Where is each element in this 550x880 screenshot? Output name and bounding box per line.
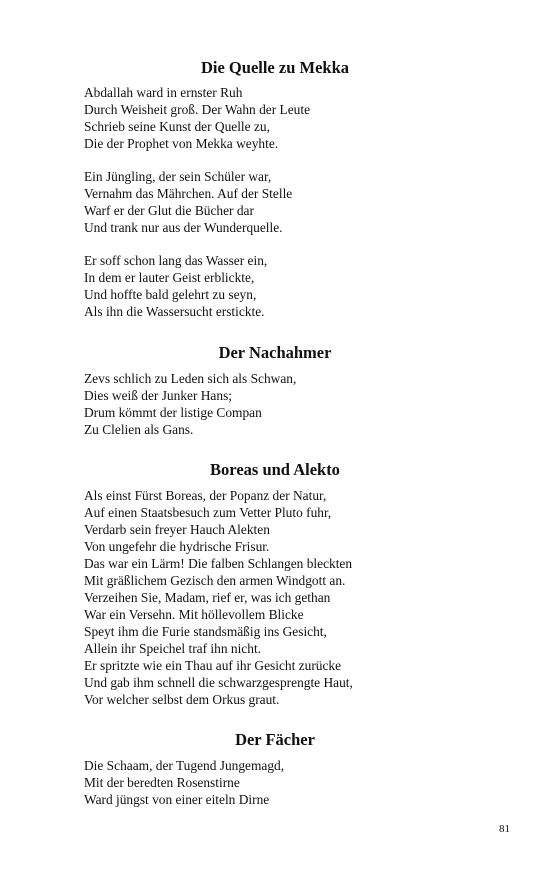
verse-line: Speyt ihm die Furie standsmäßig ins Gesicht,: [84, 624, 327, 639]
stanza: [84, 370, 484, 438]
verse-line: Vor welcher selbst dem Orkus graut.: [84, 692, 280, 707]
verse-line: Zu Clelien als Gans.: [84, 422, 194, 437]
verse-line: In dem er lauter Geist erblickte,: [84, 270, 255, 285]
page-number: 81: [499, 823, 510, 835]
verse-line: Durch Weisheit groß. Der Wahn der Leute: [84, 102, 311, 117]
verse-line: Zevs schlich zu Leden sich als Schwan,: [84, 371, 297, 386]
verse-line: Abdallah ward in ernster Ruh: [84, 85, 243, 100]
verse-line: Mit gräßlichem Gezisch den armen Windgott an.: [84, 573, 346, 588]
verse-line: Mit der beredten Rosenstirne: [84, 775, 240, 790]
verse-line: Dies weiß der Junker Hans;: [84, 388, 233, 403]
verse-line: Allein ihr Speichel traf ihn nicht.: [84, 641, 262, 656]
verse-line: War ein Versehn. Mit höllevollem Blicke: [84, 607, 304, 622]
verse-line: Als einst Fürst Boreas, der Popanz der Natur,: [84, 488, 327, 503]
verse-line: Er soff schon lang das Wasser ein,: [84, 253, 268, 268]
verse-line: Er spritzte wie ein Thau auf ihr Gesicht zurücke: [84, 658, 342, 673]
verse-line: Warf er der Glut die Bücher dar: [84, 203, 254, 218]
poem-title: Der Nachahmer: [218, 343, 332, 362]
verse-line: Das war ein Lärm! Die falben Schlangen bleckten: [84, 556, 353, 571]
stanza: [84, 487, 484, 708]
verse-line: Ein Jüngling, der sein Schüler war,: [84, 169, 272, 184]
verse-line: Schrieb seine Kunst der Quelle zu,: [84, 119, 270, 134]
stanza: [84, 168, 484, 236]
verse-line: Verdarb sein freyer Hauch Alekten: [84, 522, 270, 537]
verse-line: Die der Prophet von Mekka weyhte.: [84, 136, 279, 151]
verse-line: Von ungefehr die hydrische Frisur.: [84, 539, 270, 554]
verse-line: Ward jüngst von einer eiteln Dirne: [84, 792, 270, 807]
verse-line: Und gab ihm schnell die schwarzgesprengte Haut,: [84, 675, 353, 690]
stanza: [84, 757, 484, 808]
verse-line: Verzeihen Sie, Madam, rief er, was ich gethan: [84, 590, 331, 605]
stanza: [84, 84, 484, 152]
poem-title: Die Quelle zu Mekka: [200, 58, 350, 77]
verse-line: Und hoffte bald gelehrt zu seyn,: [84, 287, 257, 302]
verse-line: Auf einen Staatsbesuch zum Vetter Pluto fuhr,: [84, 505, 332, 520]
stanza: [84, 252, 484, 320]
poem-title: Boreas und Alekto: [210, 460, 340, 479]
verse-line: Die Schaam, der Tugend Jungemagd,: [84, 758, 285, 773]
verse-line: Als ihn die Wassersucht erstickte.: [84, 304, 265, 319]
verse-line: Vernahm das Mährchen. Auf der Stelle: [84, 186, 293, 201]
verse-line: Drum kömmt der listige Compan: [84, 405, 262, 420]
verse-line: Und trank nur aus der Wunderquelle.: [84, 220, 283, 235]
poem-title: Der Fächer: [235, 730, 315, 749]
